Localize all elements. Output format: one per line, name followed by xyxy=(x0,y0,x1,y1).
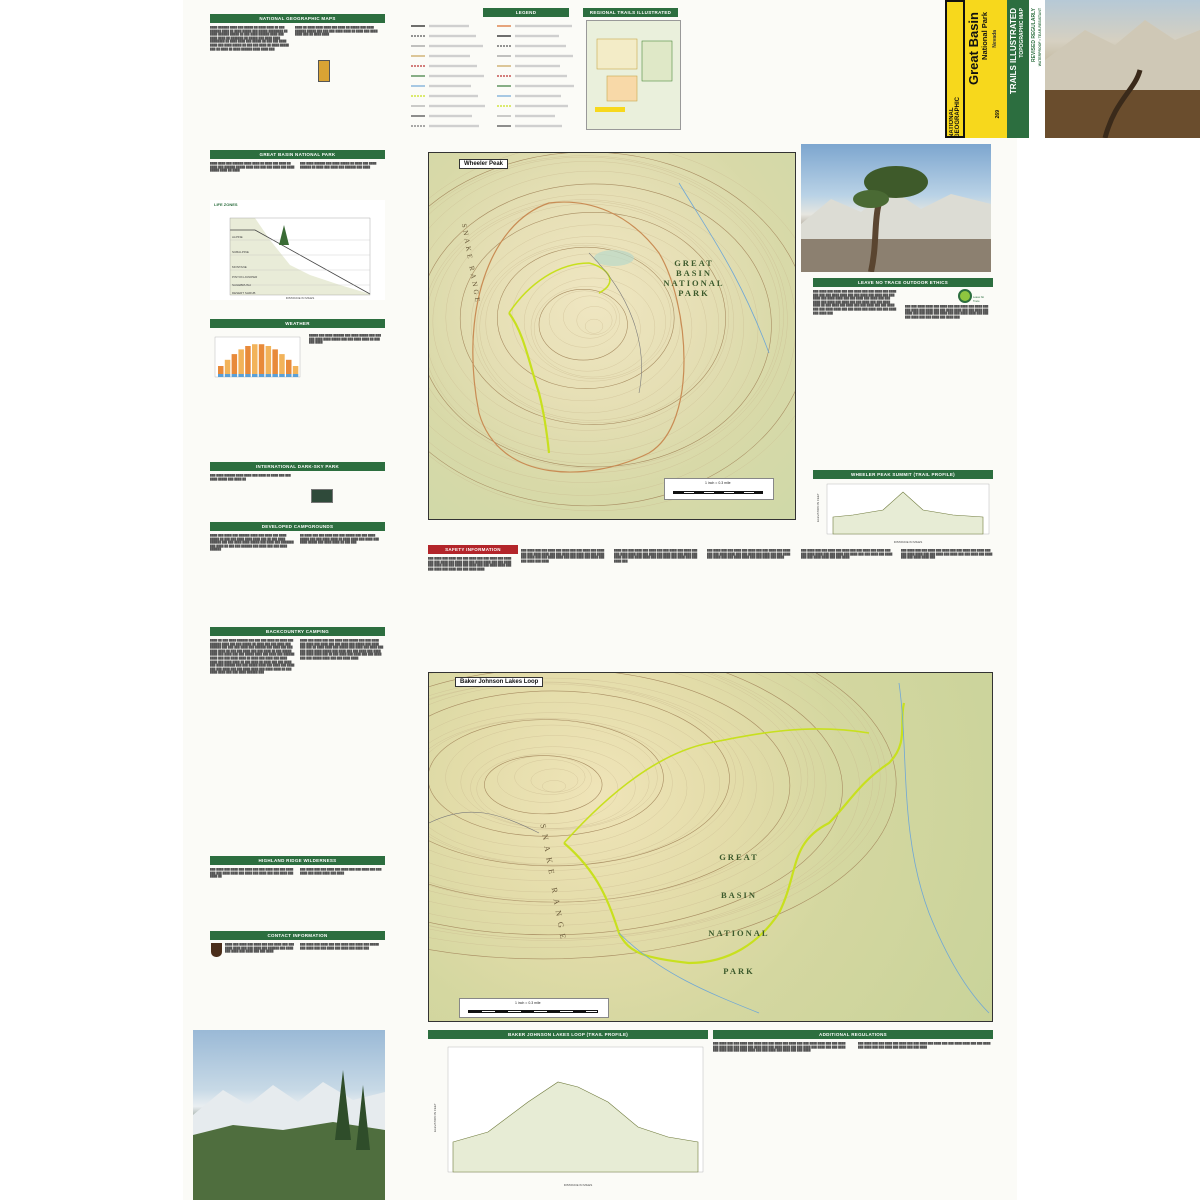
scale-bar-top: 1 inch = 0.3 mile xyxy=(664,478,774,500)
bristlecone-photo xyxy=(801,144,991,272)
legend-entry-text xyxy=(429,25,469,27)
weather-precip-bar xyxy=(252,374,258,377)
weather-precip-bar xyxy=(272,374,278,377)
state-label: Nevada xyxy=(992,30,998,48)
lnt-header: LEAVE NO TRACE OUTDOOR ETHICS xyxy=(813,278,993,287)
contour-line xyxy=(563,296,616,338)
contour-line xyxy=(477,754,618,824)
leave-no-trace-logo-text: Leave No Trace xyxy=(973,296,985,303)
map-title: Great Basin xyxy=(966,12,981,85)
legend-entry-text xyxy=(515,65,560,67)
zone-label-subalpine: SUBALPINE xyxy=(232,250,249,254)
tagline-2: WATERPROOF • TEAR-RESISTANT xyxy=(1038,8,1042,67)
weather-bar xyxy=(259,344,265,374)
legend-entry-text xyxy=(515,125,562,127)
weather-precip-bar xyxy=(286,374,292,377)
contour-line xyxy=(429,720,663,837)
map-number: 269 xyxy=(995,110,1001,119)
weather-precip-bar xyxy=(279,374,285,377)
contact-text: ████ ███ ████ ███ ████ ███ ███ ████ ███ ███ ████ ████ ███ ███ ████ ███ ██████ ███ ████ ███ ████ ███ ████ ███ ███ ████ xyxy=(225,943,294,954)
map-cover-thumb xyxy=(318,60,330,82)
weather-bar xyxy=(218,366,224,374)
campgrounds-header: DEVELOPED CAMPGROUNDS xyxy=(210,522,385,531)
scale-bar-bottom: 1 inch = 0.3 mile xyxy=(459,998,609,1018)
baker-profile-chart xyxy=(428,1042,708,1192)
cover-mountain-photo xyxy=(1045,0,1200,138)
wheeler-profile-ylabel: ELEVATION IN FEET xyxy=(816,493,820,522)
contact-text-2: ███ ████ ███ ████ ███ ███ ████ ███ ████ ███ █████ ███ ████ ███ ███ ████ ███ ████ ███ ████ ███ xyxy=(300,943,379,950)
weather-precip-bar xyxy=(293,374,299,377)
contour-line xyxy=(524,266,666,379)
campgrounds-text: ████ ███ ████ ███ ██████ ████ ███ ████ ███ ████ █████ ██ ███ ███ ████ ████ ████ ███ ██ ███ ████ ██████ ███ ███ ████ ████ █████ ███ ████ ███ ███████ ███ ████ ██ ███ ███ ██████ ███ ████ ███ ███ ████ ██████ xyxy=(210,534,294,552)
contact-header: CONTACT INFORMATION xyxy=(210,931,385,940)
natgeo-maps-header: NATIONAL GEOGRAPHIC MAPS xyxy=(210,14,385,23)
regulations-text-2: ███ ████ ███ ███ ████ ███ ████ ███ ███ ████ ███ ████ ███ ███ ████ ████ ███ ███ ████ ███ ████ ███ ███ ████ ███ ████ ███ ███ ████ xyxy=(858,1042,991,1049)
legend-entry-text xyxy=(515,55,573,57)
park-label-top: GREAT BASIN NATIONAL PARK xyxy=(663,258,725,298)
contour-line xyxy=(429,673,896,959)
dark-sky-text: ███ ████ ██████ ████ ████ ███ ████ ██ ████ ███ ███ ████ █████ ███ ████ ██ xyxy=(210,474,291,481)
contour-line xyxy=(429,194,758,463)
wheeler-peak-map[interactable] xyxy=(428,152,796,520)
highland-header: HIGHLAND RIDGE WILDERNESS xyxy=(210,856,385,865)
leave-no-trace-logo xyxy=(958,289,972,303)
contour-line xyxy=(429,713,705,865)
regional-index-map xyxy=(586,20,681,130)
safety-text-3: ████ ███ ███ ████ ███ ████ ███ ███ ████ ███ ████ ███ ███ ████ ████ ███ ███ ████ ███ ████ ███ ███ ████ ███ ████ ███ ███ ████ ████ ███ ███ ████ ███ ████ ███ ███ ████ ███ xyxy=(614,549,698,563)
contour-line xyxy=(484,756,602,814)
life-zones-chart xyxy=(210,200,385,300)
contour-line xyxy=(497,247,674,389)
contour-line xyxy=(531,278,655,377)
life-zones-xlabel: DISTANCE IN MILES xyxy=(285,296,315,300)
baker-profile-ylabel: ELEVATION IN FEET xyxy=(433,1103,437,1132)
legend-entry-text xyxy=(429,105,485,107)
weather-text: █████ ███ ████ ██████ ███ ████ █████ ███ ███ ███ ████ ████ █████ ███ ███ ████ ████ ██ ███ ███ ████ xyxy=(309,334,381,345)
contour-line xyxy=(539,289,627,360)
baker-map-label: Baker Johnson Lakes Loop xyxy=(455,677,543,687)
backcountry-text-2: ████ ███ ████ ███ ███ ████ ███ █████ ███ ███ ████ ███ ████ ███ ████ ███ ███ ████ ███ █████ ███ ████ ███ ███ ██ ████ ████ ███ █████ ███ ████ ███ ████ ███ ███ ████ ████ █████ ███ ████ ███ ███ ████ ███ ████ ███ ████ ████ ███ ██ ███ ████ ███ ████ ███ ███ ████ ███ ███ █████ ████ ███ ███ ████ ████ xyxy=(300,639,384,660)
zone-label-montane: MONTANE xyxy=(232,265,247,269)
zone-label-pinyon-juniper: PINYON-JUNIPER xyxy=(232,275,258,279)
safety-text-6: ███ ████ ███ ███ ████ ███ ████ ███ ███ ████ ███ ████ ███ ███ ████ ████ ███ ███ ████ ███ ████ ███ ███ ████ ███ ████ ███ ███ ████ ████ ███ xyxy=(901,549,993,560)
weather-bar xyxy=(232,354,238,374)
contour-line xyxy=(429,200,744,455)
park-label-bottom: GREAT BASIN NATIONAL PARK xyxy=(708,852,770,976)
contour-line xyxy=(429,673,886,948)
regional-header: REGIONAL TRAILS ILLUSTRATED xyxy=(583,8,678,17)
zone-label-desert-shrub: DESERT SHRUB xyxy=(232,291,256,295)
legend-panel xyxy=(407,12,577,137)
safety-text-1: ███ ████ ███ ████ ███ ███ ████ ███ ███ ████ ███ ████ ███ ███ ████ ███ ████ ███ ███ ████ ████ ███ ███ ████ ███ ████ ███ ███ ████ ███ ████ ███ ███ ████ ████ ███ ███ ████ ███ ████ ███ ███ ████ ████ xyxy=(428,557,512,571)
weather-bar xyxy=(272,349,278,374)
legend-entry-text xyxy=(515,35,559,37)
baker-johnson-map[interactable] xyxy=(428,672,993,1022)
series-label: TRAILS ILLUSTRATED xyxy=(1009,8,1018,95)
contour-line xyxy=(471,747,636,829)
great-basin-text: ████ ████ ███ ██████ ████ ████ ██ ████ ███ ████ ██ ████ ███ ██████ █████ ████ ███ ███ ███ ████ ███ ████ █████ ████ ██ ████ xyxy=(210,162,295,173)
contour-line xyxy=(429,171,780,468)
regulations-text: ███ ████ ███ ███ ████ ███ ████ ███ ███ ████ ███ ████ ███ ███ ████ ████ ███ ███ ████ ███ ████ ███ ███ ████ ███ ████ ███ ███ ████ ████ ███ ███ ████ ███ ████ ███ ███ ████ ███ ████ ███ ███ ████ ████ ███ ███ ████ ███ ████ ███ ███ ████ xyxy=(713,1042,846,1053)
great-basin-text-2: ███ ████ ██████ ███ ████ █████ ██ ████ ███ ████ ██████ ██ ████ ███ ████ ███ ██████ ███ ████ xyxy=(300,162,377,169)
legend-entry-text xyxy=(429,35,476,37)
weather-bar xyxy=(286,360,292,374)
wheeler-profile-chart xyxy=(813,482,993,547)
contour-line xyxy=(429,156,796,496)
legend-entry-text xyxy=(429,95,478,97)
contour-line xyxy=(577,306,612,334)
wheeler-topo xyxy=(429,153,796,520)
lnt-text: ███ ████ ███ ████ ███ ███ ████ ███ ███ ████ ███ ████ ███ ███ ███ ████ ████ ███ ███ ████ ███ ████ ███ ███ ████ ███ ████ ████ ███ ███ ████ ███ ████ ███ ███ ████ ███ ████ ███ ████ ███ ███ ████ ███ ███ ████ ████ ██ ███ ████ ███ ████ ███ ███ ████ ███ ███ ████ ███ ███ ████ ████ ███ ███ ████ ███ ████ ███ ███ ████ ███ ████ ███ xyxy=(813,290,897,315)
legend-entry-text xyxy=(429,75,484,77)
wheeler-profile-header: WHEELER PEAK SUMMIT (TRAIL PROFILE) xyxy=(813,470,993,479)
natgeo-maps-text-2: ████ ██ ████ ████ ████ ███ ████ ██ █████ ███ ████ ██████ █████ ███ ███ ███ ████ ████ ██ ████ ███ ████ ████ ███ ██ ████ ████ xyxy=(295,26,378,37)
baker-profile-xlabel: DISTANCE IN MILES xyxy=(563,1183,593,1187)
contour-line xyxy=(446,725,658,830)
safety-header: SAFETY INFORMATION xyxy=(428,545,518,554)
safety-text-2: ███ ████ ███ ███ ████ ███ ████ ███ ███ ████ ███ ████ ███ ███ ████ ████ ███ ███ ████ ███ ████ ███ ███ ████ ███ ████ ███ ███ ████ ████ ███ ███ ████ ███ ████ ███ ███ ████ ███ ████ xyxy=(521,549,605,563)
legend-entry-text xyxy=(515,45,566,47)
lnt-text-2: ███ ███ ████ ████ ███ ████ ███ ███ ████ ███ ████ ███ ███ ████ ███ ████ ███ ███ ████ ████ ███ ███ ████ ███ ████ ███ ███ ████ ███ ████ ███ ███ ████ ████ ███ ███ ███ ████ ███ ███ ████ ███ ████ ███ xyxy=(905,305,989,319)
dark-sky-header: INTERNATIONAL DARK-SKY PARK xyxy=(210,462,385,471)
nps-arrowhead-logo xyxy=(211,943,222,957)
contour-line xyxy=(497,756,591,803)
legend-entry-text xyxy=(515,115,555,117)
safety-text-4: ███ ████ ███ ███ ████ ███ ████ ███ ███ ████ ███ ████ ███ ███ ████ ████ ███ ███ ████ ███ ████ ███ ███ ████ ███ ████ ███ ███ ████ ████ ███ ███ ████ ███ ████ xyxy=(707,549,791,560)
legend-entry-text xyxy=(515,85,574,87)
contour-line xyxy=(461,735,649,828)
weather-bar xyxy=(279,354,285,374)
wheeler-map-label: Wheeler Peak xyxy=(459,159,508,169)
zone-label-alpine: ALPINE xyxy=(232,235,243,239)
weather-bar xyxy=(293,366,299,374)
safety-text-5: ███ ████ ███ ███ ████ ███ ████ ███ ███ ████ ███ ████ ███ ███ ████ ████ ███ ███ ████ ███ ████ ███ ███ ████ ███ ████ ███ ███ ████ ████ ███ ███ ████ xyxy=(801,549,893,560)
contour-line xyxy=(585,319,603,333)
brand-panel xyxy=(945,0,1200,138)
contour-line xyxy=(429,719,672,847)
series-subtitle: TOPOGRAPHIC MAP xyxy=(1019,8,1025,58)
dark-sky-logo xyxy=(311,489,333,503)
weather-bar xyxy=(266,346,272,374)
baker-profile-header: BAKER JOHNSON LAKES LOOP (TRAIL PROFILE) xyxy=(428,1030,708,1039)
legend-entry-text xyxy=(429,55,470,57)
range-label-top: SNAKE RANGE xyxy=(459,222,483,306)
legend-entry-text xyxy=(515,25,572,27)
weather-bar xyxy=(245,346,251,374)
legend-entry-text xyxy=(429,115,472,117)
contour-line xyxy=(429,673,880,941)
publisher-label: NATIONAL GEOGRAPHIC xyxy=(949,96,961,138)
life-zones-panel xyxy=(210,200,385,300)
legend-entry-text xyxy=(515,95,561,97)
legend-entry-text xyxy=(429,85,471,87)
mountain-photo-bottom xyxy=(193,1030,385,1200)
legend-entry-text xyxy=(515,75,567,77)
weather-precip-bar xyxy=(232,374,238,377)
weather-precip-bar xyxy=(259,374,265,377)
legend-entry-text xyxy=(515,105,568,107)
legend-header: LEGEND xyxy=(483,8,569,17)
legend-entry-text xyxy=(429,125,479,127)
weather-header: WEATHER xyxy=(210,319,385,328)
contour-line xyxy=(542,780,566,792)
great-basin-header: GREAT BASIN NATIONAL PARK xyxy=(210,150,385,159)
legend-entry-text xyxy=(429,65,477,67)
weather-bar xyxy=(252,344,258,374)
map-subtitle: National Park xyxy=(980,12,989,60)
map-sheet xyxy=(183,0,1042,1200)
weather-precip-bar xyxy=(245,374,251,377)
backcountry-text: ████ ██ ███ ████ ██████ ███ ███ ███ ████ ██ ████ ███ ██████ ████ ███ ███ █████ ██ ████ ███ ███ ████ ███ ██████ ███ ███ ███ ████ ███ ██████ ███ ████ ███ ███ ████ ████ ██ ███ ███ ████ ███ ███ ████ ██ ███ █████ ████ ███ ████ ███ ███ █████ ████ ███ ████ ███ ██████ ████ ███ ███ ████ ████ ██ ████ ███ ████ ███ ████ ████ ███ ████ ████ ██ ███ ████ ██ ████ ███ ███ ████ ███ ████ ██████ ███ ███ █████ ████ ███ ████ ███ ████ ███ ███ ████ ███ ███ ████ ████ ███ ████ ████ ██ ███ ████ ████ ███ ███ ████ ██████ ███ xyxy=(210,639,295,675)
weather-precip-bar xyxy=(238,374,244,377)
weather-bar xyxy=(238,349,244,374)
contour-line xyxy=(515,760,586,795)
life-zones-title: LIFE ZONES xyxy=(214,202,238,207)
contour-line xyxy=(446,204,729,430)
contour-line xyxy=(512,254,671,381)
zone-label-sagebrush: SAGEBRUSH xyxy=(232,283,251,287)
highland-text: ███ ████ ███ ████ ███ ████ ███ ███ ████ ███ ███ ████ ███ ███ ████ ████ ███ ████ ███ ████ ███ ███ ████ ███ ████ ██ xyxy=(210,868,294,879)
contour-line xyxy=(429,161,784,472)
regulations-header: ADDITIONAL REGULATIONS xyxy=(713,1030,993,1039)
legend-entry-text xyxy=(429,45,483,47)
weather-chart xyxy=(210,332,305,382)
weather-precip-bar xyxy=(225,374,231,377)
weather-precip-bar xyxy=(266,374,272,377)
contour-line xyxy=(534,286,640,371)
wheeler-profile-xlabel: DISTANCE IN MILES xyxy=(893,540,923,544)
weather-precip-bar xyxy=(218,374,224,377)
range-label-bottom: SNAKE RANGE xyxy=(538,823,569,946)
highland-text-2: ███ ████ ███ ███ ████ ███ ████ ███ ███ ████ ███ ███ ████ ███ ████ ████ ███ ████ xyxy=(300,868,382,875)
tagline: REVISED REGULARLY xyxy=(1031,8,1037,62)
natgeo-maps-text: ████ ██████ ████ ███ █████ ██ ████ ████ ██ ███ ██████ ████ ██ ████ █████ ███ █████ ████████ ██ ████ ██████ █████ ██ ███ ████ ██████ ████ ███ ████ ████ ██ ███████ ██ █████ ███ ████ ████ ████████ ██ ████ ████ ███ █████ ██ ███ ███ ████ ████ ███ ████ █████ ██ ███ ███ ████ ██ ████ █████ ███ ██ ████ ██ ████ ██████ ████ ████ ███ xyxy=(210,26,289,51)
backcountry-header: BACKCOUNTRY CAMPING xyxy=(210,627,385,636)
campgrounds-text-2: ██ ████ ███ ███ ████ ███ ███ █████ ███ ███ ████ █████ ███ ███ ████ ████ ██ ████ ████ ███ ████ ███ ████ █████ ███ ████ ████ ██ ███ ███ xyxy=(300,534,379,545)
contour-line xyxy=(549,291,620,348)
weather-bar xyxy=(225,360,231,374)
